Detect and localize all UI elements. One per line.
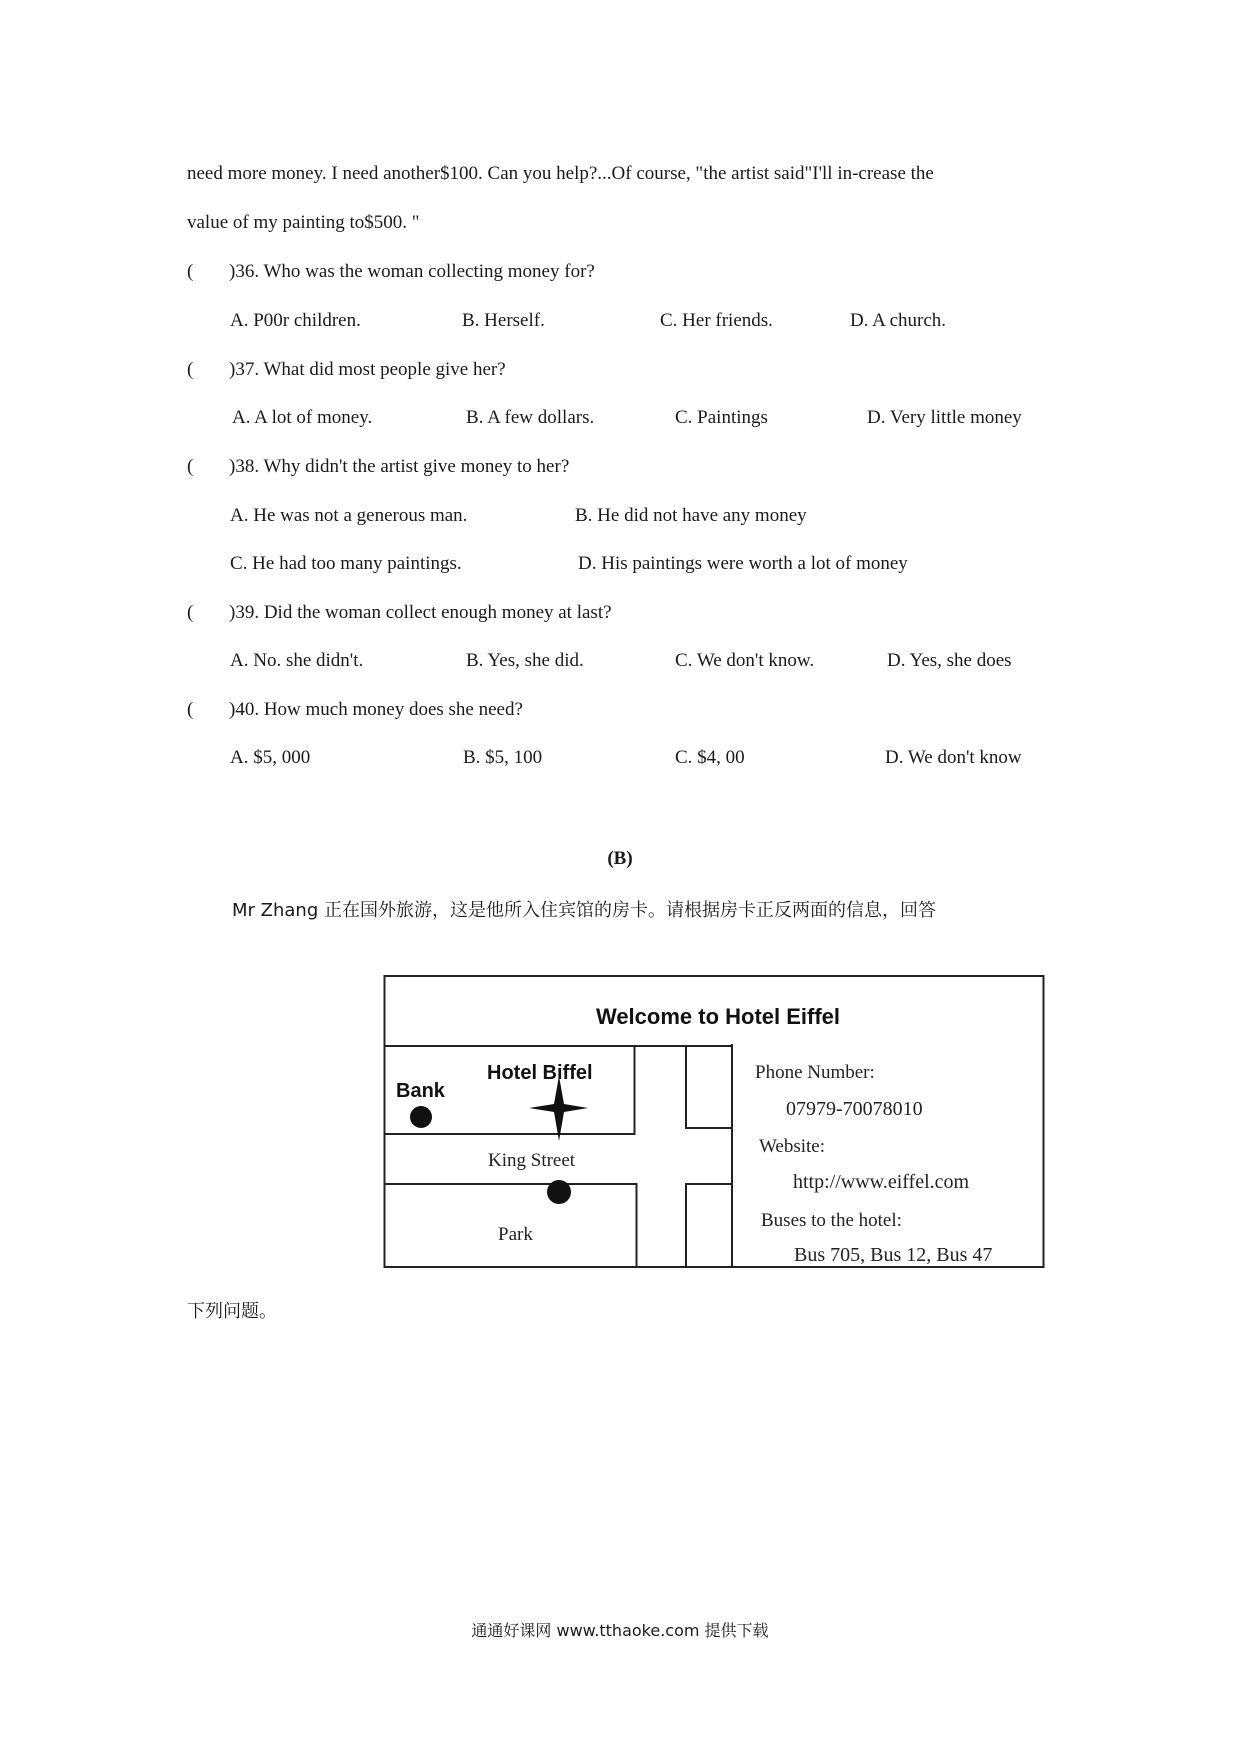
question-stem: )36. Who was the woman collecting money for?	[229, 261, 595, 282]
option-c: C. We don't know.	[675, 650, 815, 671]
passage-line-1: need more money. I need another$100. Can you help?...Of course, "the artist said"I'll in-crease the	[187, 163, 934, 184]
option-a: A. P00r children.	[230, 310, 361, 331]
answer-blank: (	[187, 602, 194, 623]
option-d: D. His paintings were worth a lot of money	[578, 553, 908, 574]
question-38	[187, 455, 569, 479]
option-b: B. $5, 100	[463, 747, 543, 768]
answer-blank: (	[187, 359, 194, 380]
question-stem: )40. How much money does she need?	[229, 699, 523, 720]
hotel-card-figure	[383, 966, 1047, 1270]
location-marker-icon	[547, 1180, 571, 1204]
option-a: A. $5, 000	[230, 747, 311, 768]
option-b: B. He did not have any money	[575, 505, 807, 526]
question-stem: )38. Why didn't the artist give money to her?	[229, 456, 570, 477]
option-d: D. Very little money	[867, 407, 1022, 428]
website-value: http://www.eiffel.com	[793, 1171, 970, 1193]
street-label: King Street	[488, 1150, 576, 1171]
option-d: D. Yes, she does	[887, 650, 1012, 671]
buses-label: Buses to the hotel:	[761, 1210, 902, 1231]
question-37	[187, 358, 506, 382]
hotel-card	[383, 966, 1047, 1270]
option-a: A. No. she didn't.	[230, 650, 364, 671]
option-c: C. He had too many paintings.	[230, 553, 462, 574]
section-title: (B)	[607, 848, 633, 869]
bank-label: Bank	[396, 1080, 445, 1102]
answer-blank: (	[187, 699, 194, 720]
section-intro: Mr Zhang 正在国外旅游，这是他所入住宾馆的房卡。请根据房卡正反两面的信息，回答	[232, 900, 936, 921]
option-a: A. A lot of money.	[232, 407, 373, 428]
section-intro-continued: 下列问题。	[187, 1301, 277, 1322]
option-b: B. Herself.	[462, 310, 545, 331]
option-d: D. We don't know	[885, 747, 1022, 768]
question-stem: )39. Did the woman collect enough money at last?	[229, 602, 612, 623]
question-stem: )37. What did most people give her?	[229, 359, 506, 380]
page-footer: 通通好课网 www.tthaoke.com 提供下载	[471, 1621, 769, 1640]
answer-blank: (	[187, 456, 194, 477]
phone-label: Phone Number:	[755, 1062, 875, 1083]
question-40	[187, 698, 523, 722]
option-d: D. A church.	[850, 310, 947, 331]
bank-marker-icon	[410, 1106, 432, 1128]
option-b: B. Yes, she did.	[466, 650, 584, 671]
question-36	[187, 260, 595, 284]
buses-value: Bus 705, Bus 12, Bus 47	[794, 1244, 993, 1266]
phone-value: 07979-70078010	[786, 1098, 923, 1120]
card-header-title: Welcome to Hotel Eiffel	[595, 1004, 841, 1029]
option-c: C. Her friends.	[660, 310, 773, 331]
option-c: C. Paintings	[675, 407, 768, 428]
option-b: B. A few dollars.	[466, 407, 595, 428]
website-label: Website:	[759, 1136, 826, 1157]
option-c: C. $4, 00	[675, 747, 745, 768]
option-a: A. He was not a generous man.	[230, 505, 468, 526]
park-label: Park	[498, 1224, 533, 1245]
hotel-label: Hotel Biffel	[487, 1062, 593, 1084]
question-39	[187, 601, 612, 625]
answer-blank: (	[187, 261, 194, 282]
passage-line-2: value of my painting to$500. "	[187, 212, 420, 233]
